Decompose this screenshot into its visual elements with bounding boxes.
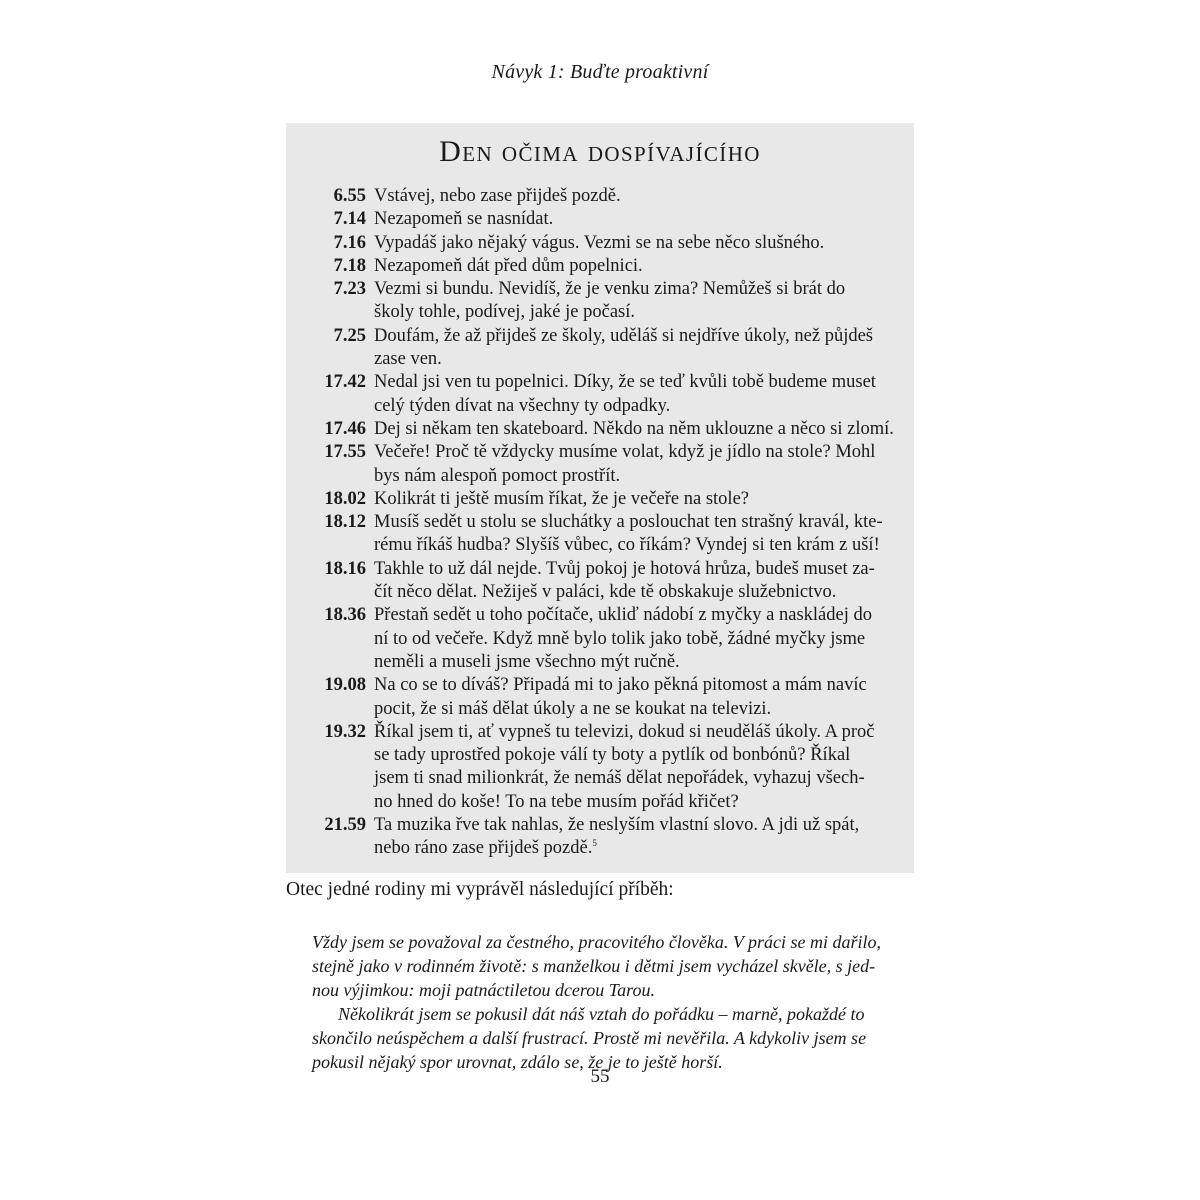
entry-text-content: bys nám alespoň pomoct prostřít.: [374, 465, 621, 486]
time-entry: [312, 255, 892, 278]
entry-text: [374, 232, 892, 255]
entry-time: 7.16: [333, 232, 366, 253]
entry-time: 18.12: [324, 512, 366, 533]
entry-text-line: [374, 255, 892, 278]
story-line: pokusil nějaký spor urovnat, zdálo se, že je to ještě horší.: [312, 1052, 723, 1072]
entry-time: 7.14: [333, 209, 366, 230]
entry-time: 19.08: [324, 675, 366, 696]
entry-text: [374, 721, 892, 814]
time-entry: [312, 232, 892, 255]
entry-text-content: Nedal jsi ven tu popelnici. Díky, že se teď kvůli tobě budeme muset: [374, 372, 876, 393]
entry-text-content: Nezapomeň se nasnídat.: [374, 209, 554, 230]
entry-text-content: Vstávej, nebo zase přijdeš pozdě.: [374, 186, 621, 206]
footnote-marker: 5: [592, 838, 597, 849]
entry-text-content: Vezmi si bundu. Nevidíš, že je venku zima? Nemůžeš si brát do: [374, 279, 846, 300]
entry-time: 17.46: [324, 418, 366, 439]
entry-time: 7.25: [333, 325, 366, 346]
entry-text-content: ní to od večeře. Když mně bylo tolik jako tobě, žádné myčky jsme: [374, 628, 866, 649]
entry-text-line: [374, 395, 892, 418]
entry-time: 7.18: [333, 255, 366, 276]
entry-text-content: zase ven.: [374, 349, 442, 370]
entry-text: [374, 255, 892, 278]
time-entry: [312, 488, 892, 511]
entry-text: [374, 418, 892, 441]
entry-time: 21.59: [324, 815, 366, 836]
entry-text: [374, 185, 892, 208]
entry-text-content: neměli a museli jsme všechno mýt ručně.: [374, 651, 680, 672]
entry-text: [374, 325, 892, 372]
entry-time: 17.42: [324, 372, 366, 393]
entry-text-line: [374, 814, 892, 837]
entry-text-content: Musíš sedět u stolu se sluchátky a poslouchat ten strašný kravál, kte-: [374, 512, 883, 533]
entry-time: 17.55: [324, 442, 366, 463]
quoted-story: [312, 930, 912, 1074]
entry-list: [312, 185, 892, 861]
page-number: 55: [590, 1066, 610, 1087]
entry-text-line: [374, 325, 892, 348]
entry-text-line: [374, 744, 892, 767]
entry-text-line: [374, 208, 892, 231]
entry-text-line: [374, 767, 892, 790]
time-entry: [312, 371, 892, 418]
entry-text: [374, 488, 892, 511]
entry-text: [374, 208, 892, 231]
entry-text-content: nebo ráno zase přijdeš pozdě.: [374, 838, 593, 859]
entry-text-line: [374, 278, 892, 301]
entry-text: [374, 604, 892, 674]
entry-text-line: [374, 674, 892, 697]
entry-text-line: [374, 441, 892, 464]
entry-text-line: [374, 581, 892, 604]
entry-text-line: [374, 185, 892, 208]
entry-time: 18.02: [324, 488, 366, 509]
entry-text-line: [374, 791, 892, 814]
entry-text-content: Kolikrát ti ještě musím říkat, že je večeře na stole?: [374, 488, 749, 509]
entry-text-line: [374, 558, 892, 581]
time-entry: [312, 441, 892, 488]
entry-text-content: Říkal jsem ti, ať vypneš tu televizi, dokud si neuděláš úkoly. A proč: [374, 721, 875, 742]
story-line: stejně jako v rodinném životě: s manželkou i dětmi jsem vycházel skvěle, s jed-: [312, 956, 876, 976]
entry-text-content: Doufám, že až přijdeš ze školy, uděláš si nejdříve úkoly, než půjdeš: [374, 325, 874, 346]
story-line: skončilo neúspěchem a další frustrací. Prostě mi nevěřila. A kdykoliv jsem se: [312, 1028, 867, 1048]
entry-text-content: se tady uprostřed pokoje válí ty boty a pytlík od bonbónů? Říkal: [374, 745, 851, 766]
entry-text: [374, 511, 892, 558]
entry-time: 7.23: [333, 279, 366, 300]
entry-text-content: rému říkáš hudba? Slyšíš vůbec, co říkám? Vyndej si ten krám z uší!: [374, 535, 880, 556]
story-line: Vždy jsem se považoval za čestného, pracovitého člověka. V práci se mi dařilo,: [312, 932, 882, 952]
time-entry: [312, 604, 892, 674]
entry-text: [374, 674, 892, 721]
entry-text-line: [374, 651, 892, 674]
story-line: nou výjimkou: moji patnáctiletou dcerou Tarou.: [312, 980, 655, 1000]
entry-text: [374, 814, 892, 861]
entry-text-line: [374, 511, 892, 534]
time-entry: [312, 558, 892, 605]
entry-text-content: školy tohle, podívej, jaké je počasí.: [374, 302, 635, 323]
entry-text-line: [374, 628, 892, 651]
entry-text-line: [374, 721, 892, 744]
time-entry: [312, 418, 892, 441]
entry-text-line: [374, 465, 892, 488]
story-line: Několikrát jsem se pokusil dát náš vztah do pořádku – marně, pokaždé to: [338, 1004, 865, 1024]
entry-text-line: [374, 232, 892, 255]
time-entry: [312, 278, 892, 325]
entry-text-content: jsem ti snad milionkrát, že nemáš dělat nepořádek, vyhazuj všech-: [374, 768, 865, 789]
time-entry: [312, 721, 892, 814]
entry-text-content: celý týden dívat na všechny ty odpadky.: [374, 395, 671, 416]
intro-paragraph: Otec jedné rodiny mi vyprávěl následující příběh:: [286, 879, 674, 900]
entry-text-content: no hned do koše! To na tebe musím pořád křičet?: [374, 791, 739, 812]
entry-text-content: čít něco dělat. Nežiješ v paláci, kde tě obskakuje služebnictvo.: [374, 582, 837, 603]
entry-text-line: [374, 837, 892, 860]
entry-text-line: [374, 488, 892, 511]
entry-text-line: [374, 371, 892, 394]
entry-text-content: pocit, že si máš dělat úkoly a ne se koukat na televizi.: [374, 698, 772, 719]
time-entry: [312, 185, 892, 208]
entry-text: [374, 441, 892, 488]
time-entry: [312, 814, 892, 861]
entry-text-line: [374, 604, 892, 627]
entry-text-line: [374, 698, 892, 721]
entry-text-content: Dej si někam ten skateboard. Někdo na něm uklouzne a něco si zlomí.: [374, 418, 894, 439]
time-entry: [312, 511, 892, 558]
time-entry: [312, 208, 892, 231]
entry-text-line: [374, 534, 892, 557]
entry-time: 18.36: [324, 605, 366, 626]
time-entry: [312, 325, 892, 372]
entry-text-content: Vypadáš jako nějaký vágus. Vezmi se na sebe něco slušného.: [374, 232, 825, 253]
entry-time: 18.16: [324, 558, 366, 579]
entry-text: [374, 558, 892, 605]
entry-time: 19.32: [324, 721, 366, 742]
box-title: Den očima dospívajícího: [439, 135, 761, 168]
running-head: Návyk 1: Buďte proaktivní: [491, 61, 709, 83]
entry-text-content: Přestaň sedět u toho počítače, ukliď nádobí z myčky a naskládej do: [374, 605, 872, 626]
entry-text-content: Ta muzika řve tak nahlas, že neslyším vlastní slovo. A jdi už spát,: [374, 815, 860, 836]
entry-text-content: Nezapomeň dát před dům popelnici.: [374, 255, 643, 276]
entry-text: [374, 371, 892, 418]
entry-text-line: [374, 348, 892, 371]
entry-text-line: [374, 301, 892, 324]
entry-text-content: Takhle to už dál nejde. Tvůj pokoj je hotová hrůza, budeš muset za-: [374, 558, 875, 579]
entry-text-content: Večeře! Proč tě vždycky musíme volat, když je jídlo na stole? Mohl: [374, 442, 876, 463]
entry-text: [374, 278, 892, 325]
time-entry: [312, 674, 892, 721]
entry-text-content: Na co se to díváš? Připadá mi to jako pěkná pitomost a mám navíc: [374, 675, 867, 696]
sidebar-box: [286, 123, 914, 873]
entry-text-line: [374, 418, 892, 441]
entry-time: 6.55: [333, 186, 366, 206]
